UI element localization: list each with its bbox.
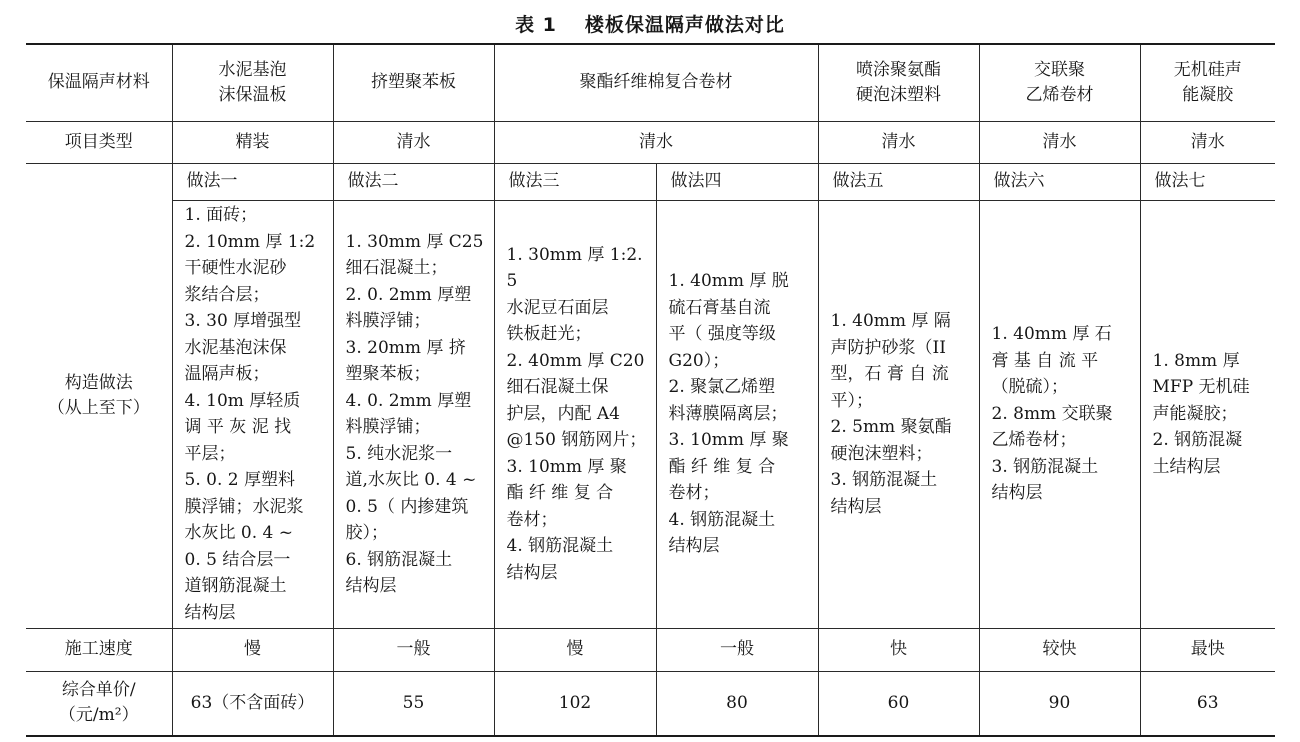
method-name-row — [26, 163, 1275, 200]
project-type-cell: 清水 — [333, 121, 494, 163]
price-row — [26, 671, 1275, 736]
project-type-cell: 清水 — [494, 121, 818, 163]
material-xps-board: 挤塑聚苯板 — [333, 44, 494, 121]
material-header-row — [26, 44, 1275, 121]
construction-detail: 1. 8mm 厚 MFP 无机硅 声能凝胶； 2. 钢筋混凝 土结构层 — [1140, 200, 1275, 628]
project-type-row — [26, 121, 1275, 163]
method-label: 做法一 — [172, 163, 333, 200]
row-header-material: 保温隔声材料 — [26, 44, 172, 121]
method-label: 做法二 — [333, 163, 494, 200]
material-inorganic-silicon-gel: 无机硅声 能凝胶 — [1140, 44, 1275, 121]
speed-cell: 一般 — [333, 628, 494, 671]
row-header-project-type: 项目类型 — [26, 121, 172, 163]
project-type-cell: 清水 — [818, 121, 979, 163]
price-cell: 102 — [494, 671, 656, 736]
price-cell: 55 — [333, 671, 494, 736]
construction-detail: 1. 面砖； 2. 10mm 厚 1:2 干硬性水泥砂 浆结合层； 3. 30 厚增强型 水泥基泡沫保 温隔声板； 4. 10m 厚轻质 调 平 灰 泥 找 平层； 5. 0. 2 厚塑料 膜浮铺；水泥浆 水灰比 0. 4 ~ 0. 5 结合层一 道钢筋混凝土 结构层 — [172, 200, 333, 628]
speed-row — [26, 628, 1275, 671]
speed-cell: 慢 — [494, 628, 656, 671]
price-cell: 63 — [1140, 671, 1275, 736]
speed-cell: 较快 — [979, 628, 1140, 671]
row-header-price: 综合单价/ （元/m²） — [26, 671, 172, 736]
construction-detail: 1. 40mm 厚 石 膏 基 自 流 平 （脱硫）； 2. 8mm 交联聚 乙烯卷材； 3. 钢筋混凝土 结构层 — [979, 200, 1140, 628]
construction-detail: 1. 40mm 厚 脱 硫石膏基自流 平（ 强度等级 G20）； 2. 聚氯乙烯塑 料薄膜隔离层； 3. 10mm 厚 聚 酯 纤 维 复 合 卷材； 4. 钢筋混凝土 结构层 — [656, 200, 818, 628]
speed-cell: 慢 — [172, 628, 333, 671]
project-type-cell: 清水 — [979, 121, 1140, 163]
comparison-table — [26, 43, 1275, 737]
project-type-cell: 精装 — [172, 121, 333, 163]
price-cell: 63（不含面砖） — [172, 671, 333, 736]
construction-detail: 1. 30mm 厚 C25 细石混凝土； 2. 0. 2mm 厚塑 料膜浮铺； 3. 20mm 厚 挤 塑聚苯板； 4. 0. 2mm 厚塑 料膜浮铺； 5. 纯水泥浆一 道,水灰比 0. 4 ~ 0. 5（ 内掺建筑 胶）； 6. 钢筋混凝土 结构层 — [333, 200, 494, 628]
speed-cell: 一般 — [656, 628, 818, 671]
table-number: 表 1 — [515, 14, 557, 36]
method-label: 做法三 — [494, 163, 656, 200]
construction-detail: 1. 30mm 厚 1:2. 5 水泥豆石面层 铁板赶光； 2. 40mm 厚 C20 细石混凝土保 护层，内配 A4 @150 钢筋网片； 3. 10mm 厚 聚 酯 纤 维 复 合 卷材； 4. 钢筋混凝土 结构层 — [494, 200, 656, 628]
method-label: 做法六 — [979, 163, 1140, 200]
price-cell: 90 — [979, 671, 1140, 736]
construction-detail-row — [26, 200, 1275, 628]
material-spray-pu-foam: 喷涂聚氨酯 硬泡沫塑料 — [818, 44, 979, 121]
row-header-construction: 构造做法 （从上至下） — [26, 163, 172, 628]
method-label: 做法七 — [1140, 163, 1275, 200]
material-polyester-fiber-roll: 聚酯纤维棉复合卷材 — [494, 44, 818, 121]
price-cell: 80 — [656, 671, 818, 736]
table-title: 楼板保温隔声做法对比 — [584, 14, 785, 36]
method-label: 做法五 — [818, 163, 979, 200]
construction-detail: 1. 40mm 厚 隔 声防护砂浆（II 型，石 膏 自 流 平）； 2. 5mm 聚氨酯 硬泡沫塑料； 3. 钢筋混凝土 结构层 — [818, 200, 979, 628]
row-header-speed: 施工速度 — [26, 628, 172, 671]
table-caption — [0, 10, 1300, 37]
price-cell: 60 — [818, 671, 979, 736]
speed-cell: 快 — [818, 628, 979, 671]
project-type-cell: 清水 — [1140, 121, 1275, 163]
method-label: 做法四 — [656, 163, 818, 200]
speed-cell: 最快 — [1140, 628, 1275, 671]
material-xpe-roll: 交联聚 乙烯卷材 — [979, 44, 1140, 121]
material-cement-foam-board: 水泥基泡 沫保温板 — [172, 44, 333, 121]
